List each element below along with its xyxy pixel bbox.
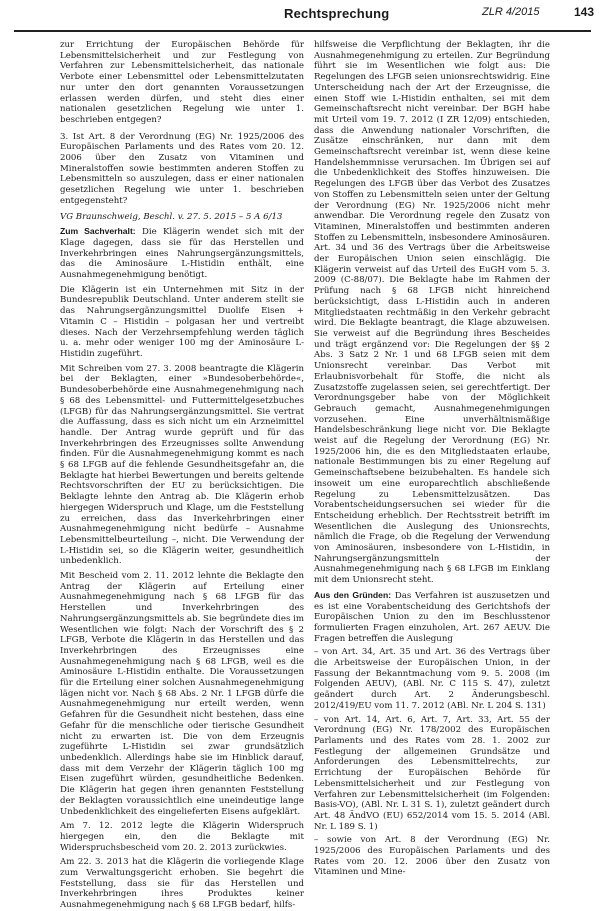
list-item: – sowie von Art. 8 der Verordnung (EG) Nr. 1925/2006 des Europäischen Parlaments und des Rates vom 20. 12. 2006 über den Zusatz von Vitaminen und Mine- [314,835,550,878]
journal-issue: ZLR 4/2015 [482,6,540,18]
sachverhalt-paragraph [60,226,304,281]
sachverhalt-text: Die Klägerin wendet sich mit der Klage dagegen, dass sie für das Herstellen und Inverkehrbringen eines Nahrungsergänzungsmittels, das die Aminosäure L-Histidin enthält, eine Ausnahmegenehmigung benötigt. [60,227,304,281]
list-item: – von Art. 14, Art. 6, Art. 7, Art. 33, Art. 55 der Verordnung (EG) Nr. 178/2002 des Europäischen Parlaments und des Rates vom 28. 1. 2002 zur Festlegung der allgemeinen Grundsätze und Anforderungen des Lebensmittelrechts, zur Errichtung der Europäischen Behörde für Lebensmittelsicherheit und zur Festlegung von Verfahren zur Lebensmittelsicherheit (im Folgenden: Basis-VO), (ABl. Nr. L 31 S. 1), zuletzt geändert durch Art. 48 ÄndVO (EU) 652/2014 vom 15. 5. 2014 (ABl. Nr. L 189 S. 1) [314,714,550,832]
question-2-continuation: zur Errichtung der Europäischen Behörde für Lebensmittelsicherheit und zur Festlegung von Verfahren zur Lebensmittelsicherheit, das nationale Verbote einer Lebensmittel oder Lebensmittelzutaten nur unter den dort genannten Voraussetzungen erlassen werden dürfen, und steht dies einer nationalen gesetzlichen Regelung wie unter 1. beschrieben entgegen? [60,40,304,125]
list-item: – von Art. 34, Art. 35 und Art. 36 des Vertrags über die Arbeitsweise der Europäischen Union, in der Fassung der Bekanntmachung vom 9. 5. 2008 (im Folgenden AEUV), (ABl. Nr. C 115 S. 47), zuletzt geändert durch Art. 2 Änderungsbeschl. 2012/419/EU vom 11. 7. 2012 (ABl. Nr. L 204 S. 131) [314,647,550,711]
court-citation: VG Braunschweig, Beschl. v. 27. 5. 2015 – 5 A 6/13 [60,211,283,222]
section-title: Rechtsprechung [284,6,390,21]
gruende-paragraph [314,590,550,645]
body-paragraph: Mit Bescheid vom 2. 11. 2012 lehnte die Beklagte den Antrag der Klägerin auf Erteilung einer Ausnahmegenehmigung nach § 68 LFGB für das Herstellen und Inverkehrbringen des Nahrungsergänzungsmittels ab. Sie begründete dies im Wesentlichen wie folgt: Nach der Vorschrift des § 2 LFGB, Verbote die Klägerin in das Herstellen und das Inverkehrbringen des Erzeugnisses eine Ausnahmegenehmigung nach § 68 LFGB, weil es die Aminosäure L-Histidin enthalte. Die Voraussetzungen für die Erteilung einer solchen Ausnahmegenehmigung lägen nicht vor. Nach § 68 Abs. 2 Nr. 1 LFGB dürfe die Ausnahmegenehmigung nur erteilt werden, wenn Gefahren für die Gesundheit nicht bestehen, dass eine Gefahr für die menschliche oder tierische Gesundheit nicht zu erwarten ist. Die von dem Erzeugnis zugeführte L-Histidin sei zwar grundsätzlich unbedenklich. Allerdings habe sie im Hinblick darauf, dass mit dem Verzehr der Klägerin täglich 100 mg Eisen zugeführt würden, gesundheitliche Bedenken. Die Klägerin hat gegen ihren genannten Feststellung der Beklagten voraussichtlich eine uneindeutige lange Unbedenklichkeit des eingelieferten Eisens aufgeklärt. [60,571,304,817]
gruende-text: Das Verfahren ist auszusetzen und es ist eine Vorabentscheidung des Gerichtshofs der Europäischen Union zu den im Beschlusstenor formulierten Fragen einzuholen, Art. 267 AEUV. Die Fragen betreffen die Auslegung [314,590,550,644]
body-paragraph: hilfsweise die Verpflichtung der Beklagten, ihr die Ausnahmegenehmigung zu erteilen. Zur Begründung führt sie im Wesentlichen wie folgt aus: Die Regelungen des LFGB seien unionsrechtswidrig. Eine Unterscheidung nach der Art der Erzeugnisse, die einen Stoff wie L-Histidin enthalten, sei mit dem Gemeinschaftsrecht nicht vereinbar. Der BGH habe mit Urteil vom 19. 7. 2012 (I ZR 12/09) entschieden, dass die Anwendung nationaler Vorschriften, die Zusätze einschränken, nur dann mit dem Gemeinschaftsrecht vereinbar ist, wenn diese keine Handelshemmnisse verursachen. Im Übrigen sei auf die Unbedenklichkeit des Stoffes hinzuweisen. Die Regelungen des LFGB über das Verbot des Zusatzes von Stoffen zu Lebensmitteln seien unter der Geltung der Verordnung (EG) Nr. 1925/2006 nicht mehr anwendbar. Die Verordnung regele den Zusatz von Vitaminen, Mineralstoffen und bestimmten anderen Stoffen zu Lebensmitteln, insbesondere Aminosäuren. Art. 34 und 36 des Vertrags über die Arbeitsweise der Europäischen Union seien einschlägig. Die Klägerin verweist auf das Urteil des EuGH vom 5. 3. 2009 (C-88/07). Die Beklagte habe im Rahmen der Prüfung nach § 68 LFGB nicht hinreichend berücksichtigt, dass L-Histidin auch in anderen Mitgliedstaaten rechtmäßig in den Verkehr gebracht wird. Die Beklagte beantragt, die Klage abzuweisen. Sie verweist auf die Begründung ihres Bescheides und trägt ergänzend vor: Die Regelungen der §§ 2 Abs. 3 Satz 2 Nr. 1 und 68 LFGB seien mit dem Unionsrecht vereinbar. Das Verbot mit Erlaubnisvorbehalt für Stoffe, die nicht als Zusatzstoffe zugelassen seien, sei gerechtfertigt. Der Verordnungsgeber habe von der Möglichkeit Gebrauch gemacht, Ausnahmegenehmigungen vorzusehen. Eine unverhältnismäßige Handelsbeschränkung liege nicht vor. Die Beklagte weist auf die Regelung der Verordnung (EG) Nr. 1925/2006 hin, die es den Mitgliedstaaten erlaube, nationale Bestimmungen bis zu einer Regelung auf Gemeinschaftsebene beizubehalten. Es handele sich insoweit um eine europarechtlich abschließende Regelung zu Lebensmittelzusätzen. Das Vorabentscheidungsersuchen sei wieder für die Entscheidung erheblich. Der Rechtsstreit betrifft im Wesentlichen die Auslegung des Unionsrechts, nämlich die Frage, ob die Regelung der Verwendung von Aminosäuren, insbesondere von L-Histidin, in Nahrungsergänzungsmitteln der Ausnahmegenehmigung nach § 68 LFGB im Einklang mit dem Unionsrecht steht. [314,40,550,586]
question-3: 3. Ist Art. 8 der Verordnung (EG) Nr. 1925/2006 des Europäischen Parlaments und des Rates vom 20. 12. 2006 über den Zusatz von Vitaminen und Mineralstoffen sowie bestimmten anderen Stoffen zu Lebensmitteln so auszulegen, dass er einer nationalen gesetzlichen Regelung wie unter 1. beschrieben entgegensteht? [60,131,304,206]
body-paragraph: Am 22. 3. 2013 hat die Klägerin die vorliegende Klage zum Verwaltungsgericht erhoben. Sie begehrt die Feststellung, dass sie für das Herstellen und Inverkehrbringen ihres Produktes keiner Ausnahmegenehmigung nach § 68 LFGB bedarf, hilfs- [60,857,304,911]
right-column [314,40,550,878]
page-header [14,0,595,34]
header-rule [14,30,591,32]
left-column [60,40,304,911]
sachverhalt-heading: Zum Sachverhalt: [60,226,136,237]
body-paragraph: Die Klägerin ist ein Unternehmen mit Sitz in der Bundesrepublik Deutschland. Unter anderem stellt sie das Nahrungsergänzungsmittel Duolife Eisen + Vitamin C – Histidin – polgasan her und vertreibt dieses. Nach der Verzehrsempfehlung werden täglich u. a. mehr oder weniger 100 mg der Aminosäure L-Histidin zugeführt. [60,284,304,359]
gruende-heading: Aus den Gründen: [314,589,392,600]
page-number: 143 [574,5,595,19]
body-paragraph: Mit Schreiben vom 27. 3. 2008 beantragte die Klägerin bei der Beklagten, einer »Bundesoberbehörde«, Bundesoberbehörde eine Ausnahmegenehmigung nach § 68 des Lebensmittel- und Futtermittelgesetzbuches (LFGB) für das Nahrungsergänzungsmittel. Sie vertrat die Auffassung, dass es sich nicht um ein Arzneimittel handle. Der Antrag wurde geprüft und für das Inverkehrbringen des Erzeugnisses sollte Anwendung finden. Für die Ausnahmegenehmigung kommt es nach § 68 LFGB auf die fehlende Gesundheitsgefahr an, die Beklagte hat hierbei Bewertungen und bereits geltende Rechtsvorschriften der EU zu berücksichtigen. Die Beklagte lehnte den Antrag ab. Die Klägerin erhob hiergegen Widerspruch und Klage, um die Feststellung zu erreichen, dass das Inverkehrbringen einer Ausnahmegenehmigung nicht bedürfe – Ausnahme Lebensmittelbeurteilung –, nicht. Die Verwendung der L-Histidin sei, so die Klägerin weiter, gesundheitlich unbedenklich. [60,363,304,567]
body-paragraph: Am 7. 12. 2012 legte die Klägerin Widerspruch hiergegen ein, den die Beklagte mit Widerspruchsbescheid vom 20. 2. 2013 zurückwies. [60,821,304,853]
